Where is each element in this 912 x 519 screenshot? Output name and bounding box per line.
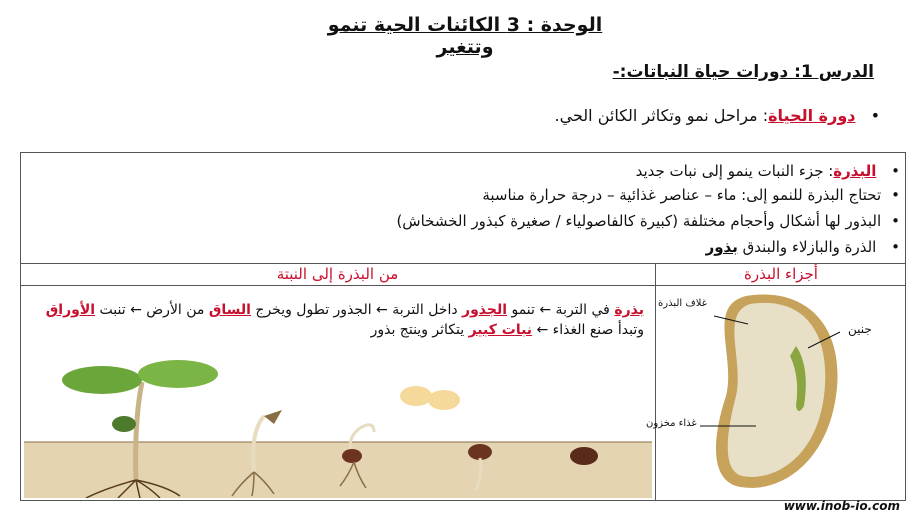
life-cycle-definition [555,106,880,125]
young-sprout-seed-icon [342,449,362,463]
seed-shapes [396,212,900,230]
seed-shapes-text: البذور لها أشكال وأحجام مختلفة (كبيرة كالفاصولياء / صغيرة كبذور الخشخاش) [396,212,882,230]
seed-half-icon [400,386,432,406]
lesson-title: الدرس 1: دورات حياة النباتات:- [612,62,874,82]
seed-examples [706,238,900,256]
process-roots: الجذور [462,302,508,318]
process-text-2: داخل التربة ← الجذور تطول ويخرج [250,302,463,318]
soil-layer [24,442,652,498]
table-header-seed-parts: أجزاء البذرة [744,265,818,283]
plant-leaf-right-icon [138,360,218,388]
sprouting-seed-icon [468,444,492,460]
process-stem: الساق [208,302,251,318]
seed-needs-text: تحتاج البذرة للنمو إلى: ماء – عناصر غذائية – درجة حرارة مناسبة [482,186,882,204]
life-cycle-term: دورة الحياة [768,106,856,125]
process-big-plant: نبات كبير [468,322,533,338]
seed-parts-diagram [656,286,906,500]
process-seed: بذرة [614,302,644,318]
process-text-4: وتبدأ صنع الغذاء ← [532,322,644,338]
growth-process-text [28,300,644,340]
seed-definition-text: : جزء النبات ينمو إلى نبات جديد [635,162,834,180]
seeds-term: بذور [705,238,738,256]
life-cycle-text: : مراحل نمو وتكاثر الكائن الحي. [554,106,769,125]
process-text-3: من الأرض ← تنبت [95,302,209,318]
process-text-5: يتكاثر وينتج بذور [370,322,469,338]
seedling-leaf-icon [264,410,282,424]
footer-url: www.inob-io.com [783,499,900,513]
plant-cotyledon-icon [112,416,136,432]
label-stored-food: غذاء مخزون [646,418,697,429]
label-embryo: جنين [848,322,872,336]
process-leaves: الأوراق [45,302,96,318]
label-seed-coat: غلاف البذرة [658,298,707,309]
seed-in-soil-icon [570,447,598,465]
seed-half-icon [428,390,460,410]
plant-leaf-left-icon [62,366,142,394]
seed-examples-text: الذرة والبازلاء والبندق [737,238,877,256]
table-header-seed-to-plant: من البذرة إلى النبتة [276,265,399,283]
seed-definition [636,162,900,180]
germination-illustration [24,352,652,498]
process-text-1: في التربة ← تنمو [507,302,615,318]
unit-title: الوحدة : 3 الكائنات الحية تنمو وتتغير [327,14,603,58]
seed-term: البذرة [833,162,877,180]
seed-needs [482,186,900,204]
